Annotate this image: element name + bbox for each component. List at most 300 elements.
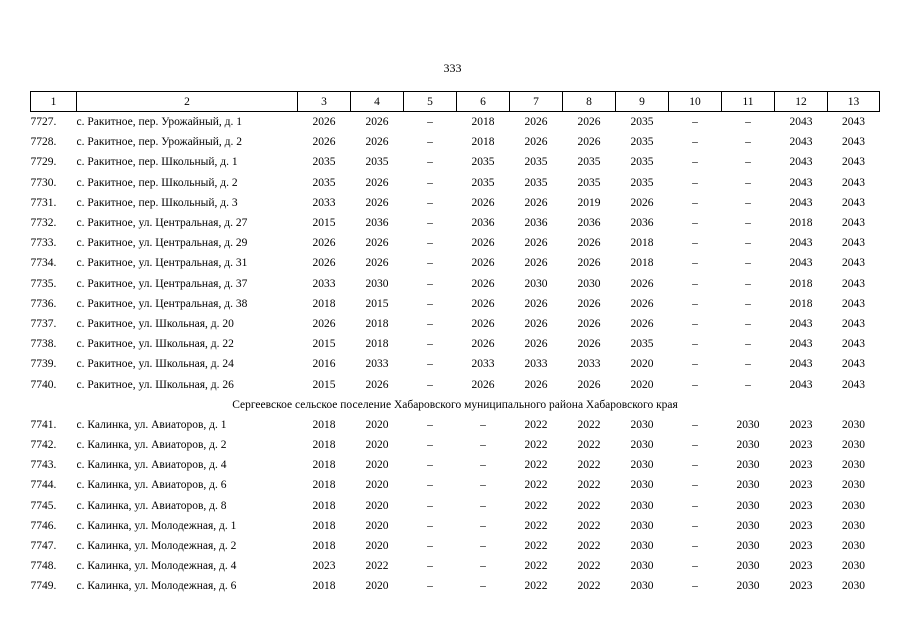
- value-cell-col-9: 2030: [630, 580, 654, 593]
- value-cell-col-3: 2018: [312, 418, 336, 431]
- value-cell-col-4: 2033: [365, 358, 389, 371]
- address-cell: с. Ракитное, ул. Центральная, д. 38: [76, 297, 248, 310]
- value-cell-col-12: 2018: [789, 277, 813, 290]
- address-cell: с. Калинка, ул. Авиаторов, д. 6: [76, 479, 227, 492]
- value-cell-col-4: 2020: [365, 418, 389, 431]
- row-number: 7746.: [30, 519, 57, 532]
- value-cell-col-8: 2022: [577, 580, 601, 593]
- value-cell-col-6: 2026: [471, 277, 495, 290]
- value-cell-col-7: 2022: [524, 540, 548, 553]
- value-cell-col-11: –: [745, 257, 751, 270]
- value-cell-col-13: 2043: [842, 358, 865, 371]
- value-cell-col-3: 2018: [312, 439, 336, 452]
- table-row: [31, 435, 880, 455]
- column-number-header: [31, 92, 880, 112]
- value-cell-col-10: –: [692, 418, 698, 431]
- value-cell-col-9: 2030: [630, 459, 654, 472]
- value-cell-col-10: –: [692, 116, 698, 129]
- address-cell: с. Калинка, ул. Молодежная, д. 1: [76, 519, 237, 532]
- column-header-10: 10: [669, 92, 722, 112]
- value-cell-col-7: 2022: [524, 459, 548, 472]
- value-cell-col-3: 2026: [312, 257, 336, 270]
- value-cell-col-3: 2015: [312, 338, 336, 351]
- value-cell-col-6: 2018: [471, 116, 495, 129]
- value-cell-col-8: 2019: [577, 196, 601, 209]
- value-cell-col-5: –: [427, 196, 433, 209]
- value-cell-col-4: 2018: [365, 338, 389, 351]
- value-cell-col-10: –: [692, 257, 698, 270]
- value-cell-col-10: –: [692, 237, 698, 250]
- column-header-9: 9: [616, 92, 669, 112]
- value-cell-col-5: –: [427, 560, 433, 573]
- value-cell-col-9: 2026: [630, 196, 654, 209]
- value-cell-col-8: 2030: [577, 277, 601, 290]
- table-row: [31, 112, 880, 133]
- value-cell-col-10: –: [692, 439, 698, 452]
- value-cell-col-9: 2020: [630, 378, 654, 391]
- value-cell-col-6: 2018: [471, 136, 495, 149]
- value-cell-col-13: 2030: [842, 459, 865, 472]
- value-cell-col-11: –: [745, 378, 751, 391]
- table-row: [31, 516, 880, 536]
- value-cell-col-3: 2035: [312, 176, 336, 189]
- value-cell-col-3: 2018: [312, 297, 336, 310]
- value-cell-col-6: –: [480, 499, 486, 512]
- value-cell-col-10: –: [692, 217, 698, 230]
- value-cell-col-11: –: [745, 338, 751, 351]
- value-cell-col-5: –: [427, 479, 433, 492]
- value-cell-col-12: 2043: [789, 257, 813, 270]
- table-row: [31, 576, 880, 596]
- value-cell-col-11: –: [745, 317, 751, 330]
- value-cell-col-9: 2030: [630, 540, 654, 553]
- value-cell-col-9: 2030: [630, 519, 654, 532]
- address-cell: с. Ракитное, ул. Школьная, д. 26: [76, 378, 234, 391]
- value-cell-col-9: 2030: [630, 560, 654, 573]
- value-cell-col-13: 2043: [842, 156, 865, 169]
- row-number: 7732.: [30, 217, 57, 230]
- value-cell-col-6: 2026: [471, 196, 495, 209]
- value-cell-col-4: 2020: [365, 519, 389, 532]
- value-cell-col-6: 2026: [471, 257, 495, 270]
- value-cell-col-3: 2015: [312, 378, 336, 391]
- value-cell-col-11: –: [745, 136, 751, 149]
- address-cell: с. Ракитное, ул. Школьная, д. 24: [76, 358, 234, 371]
- value-cell-col-3: 2018: [312, 499, 336, 512]
- address-cell: с. Ракитное, ул. Центральная, д. 29: [76, 237, 248, 250]
- column-header-1: 1: [31, 92, 77, 112]
- value-cell-col-13: 2043: [842, 317, 865, 330]
- value-cell-col-11: –: [745, 237, 751, 250]
- value-cell-col-7: 2026: [524, 237, 548, 250]
- value-cell-col-10: –: [692, 136, 698, 149]
- value-cell-col-12: 2023: [789, 519, 813, 532]
- address-cell: с. Ракитное, ул. Центральная, д. 27: [76, 217, 248, 230]
- table-row: [31, 274, 880, 294]
- column-header-8: 8: [563, 92, 616, 112]
- row-number: 7740.: [30, 378, 57, 391]
- table-row: [31, 294, 880, 314]
- value-cell-col-7: 2022: [524, 418, 548, 431]
- value-cell-col-3: 2016: [312, 358, 336, 371]
- value-cell-col-3: 2026: [312, 136, 336, 149]
- value-cell-col-10: –: [692, 499, 698, 512]
- value-cell-col-12: 2043: [789, 338, 813, 351]
- row-number: 7727.: [30, 116, 57, 129]
- value-cell-col-4: 2020: [365, 459, 389, 472]
- value-cell-col-9: 2030: [630, 439, 654, 452]
- address-cell: с. Калинка, ул. Авиаторов, д. 1: [76, 418, 227, 431]
- value-cell-col-8: 2026: [577, 338, 601, 351]
- value-cell-col-9: 2035: [630, 156, 654, 169]
- value-cell-col-12: 2023: [789, 580, 813, 593]
- value-cell-col-8: 2022: [577, 499, 601, 512]
- value-cell-col-8: 2035: [577, 156, 601, 169]
- value-cell-col-12: 2023: [789, 499, 813, 512]
- row-number: 7738.: [30, 338, 57, 351]
- value-cell-col-5: –: [427, 580, 433, 593]
- value-cell-col-13: 2043: [842, 277, 865, 290]
- value-cell-col-7: 2026: [524, 136, 548, 149]
- row-number: 7737.: [30, 317, 57, 330]
- value-cell-col-10: –: [692, 176, 698, 189]
- row-number: 7747.: [30, 540, 57, 553]
- value-cell-col-4: 2018: [365, 317, 389, 330]
- value-cell-col-12: 2043: [789, 136, 813, 149]
- value-cell-col-7: 2026: [524, 116, 548, 129]
- address-cell: с. Калинка, ул. Авиаторов, д. 2: [76, 439, 227, 452]
- address-cell: с. Ракитное, пер. Урожайный, д. 1: [76, 116, 242, 129]
- value-cell-col-8: 2022: [577, 418, 601, 431]
- value-cell-col-9: 2036: [630, 217, 654, 230]
- value-cell-col-6: –: [480, 479, 486, 492]
- value-cell-col-7: 2026: [524, 257, 548, 270]
- address-cell: с. Калинка, ул. Молодежная, д. 6: [76, 580, 237, 593]
- value-cell-col-11: 2030: [736, 540, 760, 553]
- value-cell-col-5: –: [427, 257, 433, 270]
- value-cell-col-6: –: [480, 459, 486, 472]
- value-cell-col-13: 2043: [842, 196, 865, 209]
- value-cell-col-4: 2015: [365, 297, 389, 310]
- value-cell-col-9: 2026: [630, 317, 654, 330]
- value-cell-col-11: 2030: [736, 519, 760, 532]
- value-cell-col-4: 2020: [365, 439, 389, 452]
- value-cell-col-13: 2043: [842, 116, 865, 129]
- value-cell-col-11: 2030: [736, 459, 760, 472]
- value-cell-col-4: 2022: [365, 560, 389, 573]
- column-header-13: 13: [828, 92, 880, 112]
- value-cell-col-11: –: [745, 217, 751, 230]
- value-cell-col-8: 2026: [577, 317, 601, 330]
- column-header-12: 12: [775, 92, 828, 112]
- value-cell-col-11: –: [745, 358, 751, 371]
- row-number: 7749.: [30, 580, 57, 593]
- value-cell-col-13: 2043: [842, 257, 865, 270]
- value-cell-col-7: 2036: [524, 217, 548, 230]
- value-cell-col-8: 2026: [577, 257, 601, 270]
- value-cell-col-5: –: [427, 499, 433, 512]
- value-cell-col-10: –: [692, 519, 698, 532]
- value-cell-col-6: –: [480, 439, 486, 452]
- value-cell-col-12: 2018: [789, 217, 813, 230]
- address-cell: с. Калинка, ул. Авиаторов, д. 8: [76, 499, 227, 512]
- value-cell-col-3: 2033: [312, 277, 336, 290]
- value-cell-col-8: 2026: [577, 237, 601, 250]
- value-cell-col-4: 2036: [365, 217, 389, 230]
- value-cell-col-7: 2022: [524, 519, 548, 532]
- table-row: [31, 152, 880, 172]
- value-cell-col-5: –: [427, 358, 433, 371]
- value-cell-col-5: –: [427, 217, 433, 230]
- row-number: 7739.: [30, 358, 57, 371]
- value-cell-col-13: 2030: [842, 519, 865, 532]
- value-cell-col-10: –: [692, 479, 698, 492]
- value-cell-col-7: 2035: [524, 156, 548, 169]
- address-cell: с. Ракитное, пер. Школьный, д. 2: [76, 176, 238, 189]
- value-cell-col-7: 2030: [524, 277, 548, 290]
- value-cell-col-5: –: [427, 317, 433, 330]
- value-cell-col-13: 2030: [842, 439, 865, 452]
- table-row: [31, 536, 880, 556]
- value-cell-col-6: 2026: [471, 338, 495, 351]
- value-cell-col-7: 2026: [524, 378, 548, 391]
- value-cell-col-10: –: [692, 156, 698, 169]
- value-cell-col-5: –: [427, 237, 433, 250]
- value-cell-col-11: –: [745, 277, 751, 290]
- value-cell-col-11: –: [745, 156, 751, 169]
- row-number: 7742.: [30, 439, 57, 452]
- value-cell-col-11: 2030: [736, 439, 760, 452]
- value-cell-col-10: –: [692, 358, 698, 371]
- table-row: [31, 374, 880, 394]
- value-cell-col-8: 2022: [577, 519, 601, 532]
- value-cell-col-4: 2020: [365, 479, 389, 492]
- value-cell-col-11: 2030: [736, 479, 760, 492]
- value-cell-col-3: 2023: [312, 560, 336, 573]
- table-row: [31, 213, 880, 233]
- value-cell-col-13: 2043: [842, 297, 865, 310]
- value-cell-col-12: 2018: [789, 297, 813, 310]
- value-cell-col-7: 2026: [524, 317, 548, 330]
- page-number: 333: [443, 61, 462, 75]
- value-cell-col-5: –: [427, 136, 433, 149]
- value-cell-col-13: 2030: [842, 580, 865, 593]
- value-cell-col-4: 2035: [365, 156, 389, 169]
- value-cell-col-3: 2018: [312, 540, 336, 553]
- value-cell-col-3: 2026: [312, 116, 336, 129]
- value-cell-col-13: 2043: [842, 378, 865, 391]
- table-row: [31, 314, 880, 334]
- value-cell-col-6: –: [480, 560, 486, 573]
- table-row: [31, 132, 880, 152]
- value-cell-col-3: 2033: [312, 196, 336, 209]
- value-cell-col-11: –: [745, 176, 751, 189]
- value-cell-col-6: 2026: [471, 378, 495, 391]
- value-cell-col-7: 2026: [524, 338, 548, 351]
- address-cell: с. Ракитное, ул. Школьная, д. 22: [76, 338, 234, 351]
- value-cell-col-3: 2015: [312, 217, 336, 230]
- value-cell-col-12: 2043: [789, 358, 813, 371]
- value-cell-col-12: 2023: [789, 479, 813, 492]
- value-cell-col-3: 2018: [312, 519, 336, 532]
- value-cell-col-4: 2026: [365, 176, 389, 189]
- table-row: [31, 253, 880, 273]
- value-cell-col-6: 2033: [471, 358, 495, 371]
- value-cell-col-9: 2035: [630, 116, 654, 129]
- value-cell-col-6: –: [480, 580, 486, 593]
- value-cell-col-9: 2026: [630, 297, 654, 310]
- value-cell-col-11: –: [745, 196, 751, 209]
- value-cell-col-3: 2035: [312, 156, 336, 169]
- value-cell-col-9: 2018: [630, 237, 654, 250]
- value-cell-col-10: –: [692, 297, 698, 310]
- value-cell-col-11: –: [745, 297, 751, 310]
- value-cell-col-10: –: [692, 196, 698, 209]
- table-body: [31, 112, 880, 597]
- value-cell-col-12: 2043: [789, 176, 813, 189]
- value-cell-col-6: –: [480, 519, 486, 532]
- value-cell-col-5: –: [427, 439, 433, 452]
- value-cell-col-7: 2022: [524, 580, 548, 593]
- value-cell-col-9: 2035: [630, 136, 654, 149]
- value-cell-col-5: –: [427, 378, 433, 391]
- value-cell-col-12: 2023: [789, 418, 813, 431]
- address-cell: с. Ракитное, пер. Школьный, д. 3: [76, 196, 238, 209]
- value-cell-col-5: –: [427, 116, 433, 129]
- table-row: [31, 415, 880, 435]
- address-cell: с. Ракитное, пер. Школьный, д. 1: [76, 156, 238, 169]
- value-cell-col-4: 2026: [365, 196, 389, 209]
- row-number: 7743.: [30, 459, 57, 472]
- value-cell-col-12: 2023: [789, 560, 813, 573]
- value-cell-col-10: –: [692, 378, 698, 391]
- address-cell: с. Калинка, ул. Авиаторов, д. 4: [76, 459, 227, 472]
- value-cell-col-10: –: [692, 317, 698, 330]
- value-cell-col-12: 2023: [789, 459, 813, 472]
- value-cell-col-7: 2022: [524, 560, 548, 573]
- value-cell-col-6: 2035: [471, 156, 495, 169]
- value-cell-col-7: 2026: [524, 196, 548, 209]
- value-cell-col-12: 2043: [789, 317, 813, 330]
- column-header-3: 3: [298, 92, 351, 112]
- value-cell-col-10: –: [692, 580, 698, 593]
- value-cell-col-11: 2030: [736, 499, 760, 512]
- value-cell-col-5: –: [427, 338, 433, 351]
- value-cell-col-13: 2030: [842, 499, 865, 512]
- table-row: [31, 455, 880, 475]
- value-cell-col-7: 2033: [524, 358, 548, 371]
- value-cell-col-4: 2026: [365, 378, 389, 391]
- value-cell-col-12: 2043: [789, 116, 813, 129]
- value-cell-col-13: 2030: [842, 479, 865, 492]
- value-cell-col-8: 2033: [577, 358, 601, 371]
- value-cell-col-4: 2030: [365, 277, 389, 290]
- value-cell-col-8: 2026: [577, 297, 601, 310]
- row-number: 7729.: [30, 156, 57, 169]
- value-cell-col-3: 2026: [312, 237, 336, 250]
- value-cell-col-6: 2026: [471, 237, 495, 250]
- value-cell-col-8: 2026: [577, 116, 601, 129]
- value-cell-col-6: 2036: [471, 217, 495, 230]
- value-cell-col-9: 2026: [630, 277, 654, 290]
- value-cell-col-8: 2022: [577, 459, 601, 472]
- value-cell-col-9: 2035: [630, 176, 654, 189]
- value-cell-col-13: 2043: [842, 217, 865, 230]
- value-cell-col-10: –: [692, 459, 698, 472]
- section-heading: Сергеевское сельское поселение Хабаровского муниципального района Хабаровского края: [232, 398, 678, 411]
- table-row: [31, 475, 880, 495]
- row-number: 7735.: [30, 277, 57, 290]
- value-cell-col-4: 2026: [365, 237, 389, 250]
- value-cell-col-11: 2030: [736, 560, 760, 573]
- address-cell: с. Ракитное, пер. Урожайный, д. 2: [76, 136, 242, 149]
- row-number: 7730.: [30, 176, 57, 189]
- row-number: 7736.: [30, 297, 57, 310]
- table-row: [31, 496, 880, 516]
- value-cell-col-11: –: [745, 116, 751, 129]
- value-cell-col-7: 2026: [524, 297, 548, 310]
- value-cell-col-13: 2043: [842, 338, 865, 351]
- address-cell: с. Калинка, ул. Молодежная, д. 2: [76, 540, 237, 553]
- value-cell-col-6: –: [480, 418, 486, 431]
- value-cell-col-3: 2018: [312, 459, 336, 472]
- value-cell-col-11: 2030: [736, 418, 760, 431]
- value-cell-col-8: 2026: [577, 136, 601, 149]
- value-cell-col-5: –: [427, 156, 433, 169]
- row-number: 7748.: [30, 560, 57, 573]
- value-cell-col-10: –: [692, 277, 698, 290]
- table-row: [31, 556, 880, 576]
- value-cell-col-8: 2022: [577, 479, 601, 492]
- value-cell-col-13: 2030: [842, 418, 865, 431]
- value-cell-col-13: 2043: [842, 176, 865, 189]
- column-header-2: 2: [77, 92, 298, 112]
- value-cell-col-9: 2020: [630, 358, 654, 371]
- row-number: 7733.: [30, 237, 57, 250]
- column-header-7: 7: [510, 92, 563, 112]
- value-cell-col-9: 2018: [630, 257, 654, 270]
- value-cell-col-12: 2043: [789, 196, 813, 209]
- value-cell-col-7: 2022: [524, 479, 548, 492]
- value-cell-col-13: 2030: [842, 560, 865, 573]
- value-cell-col-5: –: [427, 519, 433, 532]
- table-row: [31, 233, 880, 253]
- table-row: [31, 354, 880, 374]
- row-number: 7744.: [30, 479, 57, 492]
- table-row: [31, 173, 880, 193]
- column-header-5: 5: [404, 92, 457, 112]
- value-cell-col-8: 2036: [577, 217, 601, 230]
- value-cell-col-3: 2018: [312, 580, 336, 593]
- value-cell-col-7: 2035: [524, 176, 548, 189]
- value-cell-col-4: 2020: [365, 580, 389, 593]
- value-cell-col-4: 2026: [365, 136, 389, 149]
- value-cell-col-4: 2026: [365, 257, 389, 270]
- value-cell-col-13: 2043: [842, 136, 865, 149]
- section-heading-row: [31, 395, 880, 415]
- value-cell-col-8: 2035: [577, 176, 601, 189]
- value-cell-col-5: –: [427, 540, 433, 553]
- value-cell-col-5: –: [427, 418, 433, 431]
- value-cell-col-10: –: [692, 338, 698, 351]
- row-number: 7734.: [30, 257, 57, 270]
- value-cell-col-4: 2020: [365, 540, 389, 553]
- value-cell-col-9: 2035: [630, 338, 654, 351]
- value-cell-col-12: 2023: [789, 439, 813, 452]
- value-cell-col-8: 2022: [577, 560, 601, 573]
- value-cell-col-11: 2030: [736, 580, 760, 593]
- value-cell-col-3: 2018: [312, 479, 336, 492]
